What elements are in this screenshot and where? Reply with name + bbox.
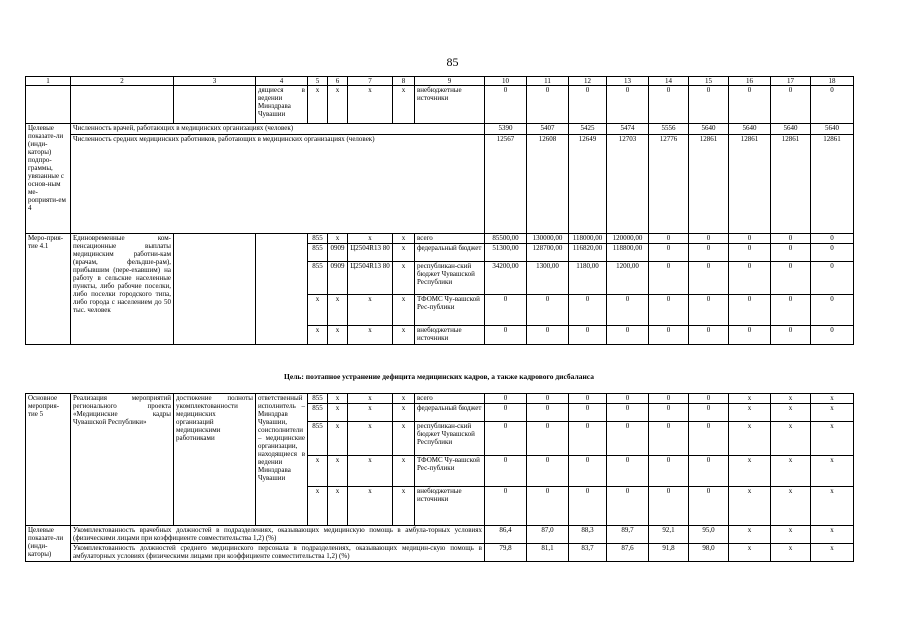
table-cell: 1300,00 bbox=[527, 262, 569, 295]
table-cell: 5407 bbox=[527, 124, 569, 135]
table-cell: 0 bbox=[607, 394, 649, 404]
table-cell: 0 bbox=[771, 262, 811, 295]
table-cell: 0 bbox=[569, 422, 607, 456]
table-cell: х bbox=[308, 456, 328, 487]
table-cell: х bbox=[393, 234, 415, 244]
table-cell: х bbox=[348, 487, 393, 526]
table-cell: х bbox=[348, 234, 393, 244]
table-cell: 0 bbox=[569, 456, 607, 487]
table-cell: 0 bbox=[607, 487, 649, 526]
table-cell: х bbox=[811, 487, 854, 526]
table-cell: 0 bbox=[771, 326, 811, 345]
table-cell: х bbox=[393, 456, 415, 487]
page-number: 85 bbox=[446, 55, 459, 69]
table-cell: х bbox=[393, 394, 415, 404]
table-cell: 116820,00 bbox=[569, 244, 607, 262]
table-cell: 0 bbox=[689, 456, 729, 487]
table-cell: 95,0 bbox=[689, 526, 729, 544]
indicator-text: Численность врачей, работающих в медицинских организациях (человек) bbox=[71, 124, 485, 135]
table-cell: 0 bbox=[485, 326, 527, 345]
table-cell: 0 bbox=[689, 295, 729, 326]
table-cell: х bbox=[328, 234, 348, 244]
indicator-row bbox=[26, 544, 854, 562]
responsible-executor: ответственный исполнитель – Минздрав Чувашии, соисполнители – медицинские организации, находящиеся в ведении Минздрава Чувашии bbox=[256, 394, 308, 526]
table-cell: ТФОМС Чу-вашской Рес-публики bbox=[415, 295, 485, 326]
table-cell: х bbox=[393, 422, 415, 456]
table-cell: всего bbox=[415, 234, 485, 244]
table-cell: 1180,00 bbox=[569, 262, 607, 295]
table-cell: 12608 bbox=[527, 135, 569, 234]
table-cell: 86,4 bbox=[485, 526, 527, 544]
table-cell: 855 bbox=[308, 244, 328, 262]
table-cell: 0 bbox=[569, 487, 607, 526]
table-cell: х bbox=[328, 456, 348, 487]
table-cell: х bbox=[771, 526, 811, 544]
column-number: 2 bbox=[71, 77, 174, 86]
table-row bbox=[26, 86, 854, 124]
table-cell: 34200,00 bbox=[485, 262, 527, 295]
table-cell: х bbox=[348, 404, 393, 422]
table-cell: республикан-ский бюджет Чувашской Республики bbox=[415, 422, 485, 456]
table-cell: х bbox=[729, 487, 771, 526]
table-cell: 0 bbox=[729, 295, 771, 326]
table-cell: 0 bbox=[689, 394, 729, 404]
table-cell: х bbox=[328, 422, 348, 456]
table-cell: 92,1 bbox=[649, 526, 689, 544]
budget-table-part2 bbox=[25, 393, 854, 562]
header-row bbox=[26, 77, 854, 86]
table-cell: 0 bbox=[527, 86, 569, 124]
table-cell bbox=[174, 86, 256, 124]
table-cell bbox=[256, 234, 308, 345]
goal-heading: Цель: поэтапное устранение дефицита медицинских кадров, а также кадрового дисбаланса bbox=[284, 372, 594, 381]
table-cell: х bbox=[729, 544, 771, 562]
table-cell: 87,6 bbox=[607, 544, 649, 562]
table-cell: 5425 bbox=[569, 124, 607, 135]
table-cell: х bbox=[308, 326, 328, 345]
table-cell: 0 bbox=[485, 86, 527, 124]
table-cell: внебюджетные источники bbox=[415, 86, 485, 124]
table-cell: 0 bbox=[729, 262, 771, 295]
indicator-label: Целевые показате-ли (инди-каторы) подпро-граммы, увязанные с основ-ным ме-роприяти-ем 4 bbox=[26, 124, 71, 234]
table-cell: 0 bbox=[569, 86, 607, 124]
column-number: 17 bbox=[771, 77, 811, 86]
table-cell: 0 bbox=[729, 234, 771, 244]
column-number: 7 bbox=[348, 77, 393, 86]
table-cell: 0 bbox=[689, 487, 729, 526]
table-cell: 51300,00 bbox=[485, 244, 527, 262]
table-cell: 0 bbox=[811, 326, 854, 345]
table-cell: внебюджетные источники bbox=[415, 326, 485, 345]
table-cell: х bbox=[328, 326, 348, 345]
indicator-label: Целевые показате-ли (инди-каторы) bbox=[26, 526, 71, 562]
table-cell: х bbox=[308, 487, 328, 526]
table-cell: 0 bbox=[689, 234, 729, 244]
table-cell: 89,7 bbox=[607, 526, 649, 544]
table-cell: 0 bbox=[689, 86, 729, 124]
indicator-text: Укомплектованность врачебных должностей в подразделениях, оказывающих медицинскую помощь в амбула-торных условиях (физическими лицами при коэффициенте совместительства 1,2) (%) bbox=[71, 526, 485, 544]
table-cell: 79,8 bbox=[485, 544, 527, 562]
table-cell: 0 bbox=[689, 262, 729, 295]
column-number: 10 bbox=[485, 77, 527, 86]
table-cell: х bbox=[393, 262, 415, 295]
column-number: 9 bbox=[415, 77, 485, 86]
column-number: 14 bbox=[649, 77, 689, 86]
table-cell: х bbox=[771, 422, 811, 456]
table-cell: х bbox=[348, 86, 393, 124]
table-cell: х bbox=[393, 487, 415, 526]
table-cell: 12861 bbox=[689, 135, 729, 234]
measure-label: Меро-прия-тие 4.1 bbox=[26, 234, 71, 345]
table-cell: х bbox=[771, 487, 811, 526]
table-cell: х bbox=[348, 456, 393, 487]
table-cell: республикан-ский бюджет Чувашской Республики bbox=[415, 262, 485, 295]
table-cell: 0 bbox=[689, 326, 729, 345]
table-cell: х bbox=[348, 295, 393, 326]
table-cell: федеральный бюджет bbox=[415, 244, 485, 262]
table-cell: 0 bbox=[689, 244, 729, 262]
table-cell: х bbox=[328, 394, 348, 404]
table-cell: 81,1 bbox=[527, 544, 569, 562]
table-cell: 5640 bbox=[689, 124, 729, 135]
column-number: 11 bbox=[527, 77, 569, 86]
table-cell: 0 bbox=[811, 295, 854, 326]
table-cell: х bbox=[393, 326, 415, 345]
expected-result: достижение полноты укомплектованности медицинских организаций медицинскими работниками bbox=[174, 394, 256, 526]
table-cell: 12649 bbox=[569, 135, 607, 234]
table-cell: х bbox=[328, 487, 348, 526]
table-cell: х bbox=[729, 404, 771, 422]
table-cell: 0 bbox=[527, 487, 569, 526]
table-cell: 0 bbox=[649, 404, 689, 422]
table-cell: х bbox=[729, 526, 771, 544]
table-cell: 0 bbox=[811, 244, 854, 262]
table-cell: х bbox=[811, 422, 854, 456]
column-number: 5 bbox=[308, 77, 328, 86]
table-cell: 855 bbox=[308, 262, 328, 295]
table-cell: х bbox=[771, 456, 811, 487]
table-cell: 83,7 bbox=[569, 544, 607, 562]
table-cell: 0 bbox=[811, 234, 854, 244]
table-cell: х bbox=[328, 86, 348, 124]
table-cell: ТФОМС Чу-вашской Рес-публики bbox=[415, 456, 485, 487]
table-cell: 0 bbox=[649, 487, 689, 526]
table-cell: х bbox=[393, 295, 415, 326]
table-cell: 0 bbox=[569, 404, 607, 422]
table-cell: 0 bbox=[771, 86, 811, 124]
table-cell: 12861 bbox=[729, 135, 771, 234]
column-number: 6 bbox=[328, 77, 348, 86]
table-cell: 0 bbox=[771, 295, 811, 326]
table-cell: х bbox=[729, 456, 771, 487]
column-number: 18 bbox=[811, 77, 854, 86]
table-cell: х bbox=[729, 422, 771, 456]
table-cell: х bbox=[393, 244, 415, 262]
column-number: 8 bbox=[393, 77, 415, 86]
table-cell: 0 bbox=[649, 86, 689, 124]
column-number: 3 bbox=[174, 77, 256, 86]
table-cell: 0 bbox=[607, 295, 649, 326]
table-cell: х bbox=[811, 526, 854, 544]
table-cell: х bbox=[811, 404, 854, 422]
table-cell: 0 bbox=[485, 487, 527, 526]
table-cell: х bbox=[811, 544, 854, 562]
table-cell: Ц2504R13 80 bbox=[348, 262, 393, 295]
table-cell: х bbox=[348, 326, 393, 345]
table-cell: 0 bbox=[527, 422, 569, 456]
table-cell: 0 bbox=[485, 295, 527, 326]
table-cell: 0 bbox=[607, 422, 649, 456]
table-cell: 87,0 bbox=[527, 526, 569, 544]
table-cell: 85500,00 bbox=[485, 234, 527, 244]
table-cell: 12776 bbox=[649, 135, 689, 234]
table-cell: 5640 bbox=[771, 124, 811, 135]
table-cell: 118800,00 bbox=[607, 244, 649, 262]
table-cell: 0 bbox=[649, 456, 689, 487]
table-cell: 0 bbox=[485, 404, 527, 422]
table-cell: х bbox=[328, 404, 348, 422]
table-cell: 5474 bbox=[607, 124, 649, 135]
table-cell: 98,0 bbox=[689, 544, 729, 562]
table-cell bbox=[71, 86, 174, 124]
table-cell: 0 bbox=[485, 456, 527, 487]
table-cell: дящиеся в ведении Минздрава Чувашии bbox=[256, 86, 308, 124]
table-cell: х bbox=[308, 295, 328, 326]
table-cell: 0 bbox=[607, 404, 649, 422]
table-cell: 0 bbox=[649, 234, 689, 244]
column-number: 12 bbox=[569, 77, 607, 86]
table-cell: 0 bbox=[649, 244, 689, 262]
indicator-text: Численность средних медицинских работников, работающих в медицинских организациях (человек) bbox=[71, 135, 485, 234]
table-cell: 128700,00 bbox=[527, 244, 569, 262]
table-cell: 88,3 bbox=[569, 526, 607, 544]
table-cell: 0 bbox=[527, 326, 569, 345]
table-cell: 1200,00 bbox=[607, 262, 649, 295]
table-cell: 0 bbox=[569, 326, 607, 345]
table-cell: 855 bbox=[308, 404, 328, 422]
table-cell: 0 bbox=[771, 244, 811, 262]
table-cell: х bbox=[348, 422, 393, 456]
table-cell: внебюджетные источники bbox=[415, 487, 485, 526]
table-cell: 12567 bbox=[485, 135, 527, 234]
table-cell: 120000,00 bbox=[607, 234, 649, 244]
table-cell: 0 bbox=[569, 295, 607, 326]
table-cell: 12861 bbox=[771, 135, 811, 234]
table-cell: 0 bbox=[689, 422, 729, 456]
table-cell: всего bbox=[415, 394, 485, 404]
table-cell: 855 bbox=[308, 234, 328, 244]
table-cell: 0 bbox=[485, 422, 527, 456]
table-cell: 0 bbox=[689, 404, 729, 422]
column-number: 15 bbox=[689, 77, 729, 86]
table-cell bbox=[174, 234, 256, 345]
indicator-text: Укомплектованность должностей среднего медицинского персонала в подразделениях, оказывающих медицин-скую помощь в амбулаторных условиях (физическими лицами при коэффициенте совместительства 1,2) (%) bbox=[71, 544, 485, 562]
table-cell bbox=[26, 86, 71, 124]
indicator-row bbox=[26, 124, 854, 135]
table-cell: 0 bbox=[527, 295, 569, 326]
table-cell: х bbox=[811, 394, 854, 404]
table-cell: 0 bbox=[729, 326, 771, 345]
table-cell: 91,8 bbox=[649, 544, 689, 562]
indicator-row bbox=[26, 135, 854, 234]
table-cell: 130000,00 bbox=[527, 234, 569, 244]
table-cell: х bbox=[393, 404, 415, 422]
table-cell: 118000,00 bbox=[569, 234, 607, 244]
table-cell: 0 bbox=[485, 394, 527, 404]
table-cell: 0 bbox=[649, 326, 689, 345]
table-cell: 0 bbox=[811, 262, 854, 295]
table-cell: 0 bbox=[649, 295, 689, 326]
table-cell: 0 bbox=[527, 394, 569, 404]
table-cell: Ц2504R13 80 bbox=[348, 244, 393, 262]
table-cell: 0 bbox=[649, 394, 689, 404]
project-description: Реализация мероприятий регионального проекта «Медицинские кадры Чувашской Республики» bbox=[71, 394, 174, 526]
table-cell: х bbox=[393, 86, 415, 124]
table-cell: 0 bbox=[607, 86, 649, 124]
table-cell: 855 bbox=[308, 394, 328, 404]
column-number: 1 bbox=[26, 77, 71, 86]
table-cell: 0909 bbox=[328, 262, 348, 295]
table-cell: 0 bbox=[607, 456, 649, 487]
table-cell: х bbox=[771, 404, 811, 422]
table-cell: 0 bbox=[649, 422, 689, 456]
column-number: 16 bbox=[729, 77, 771, 86]
table-cell: 5390 bbox=[485, 124, 527, 135]
table-cell: 12861 bbox=[811, 135, 854, 234]
table-cell: 0 bbox=[811, 86, 854, 124]
table-cell: х bbox=[811, 456, 854, 487]
table-cell: х bbox=[729, 394, 771, 404]
column-number: 4 bbox=[256, 77, 308, 86]
table-cell: 0 bbox=[607, 326, 649, 345]
table-cell: 0 bbox=[649, 262, 689, 295]
measure-description: Единовременные ком-пенсационные выплаты медицинским работни-кам (врачам, фельдше-рам), прибывшим (пере-ехавшим) на работу в сельские населенные пункты, либо рабочие поселки, либо поселки городского типа, либо города с населением до 50 тыс. человек bbox=[71, 234, 174, 345]
measure-label: Основное мероприя-тие 5 bbox=[26, 394, 71, 526]
table-cell: федеральный бюджет bbox=[415, 404, 485, 422]
table-cell: 0 bbox=[771, 234, 811, 244]
table-cell: 5640 bbox=[811, 124, 854, 135]
measure-row bbox=[26, 234, 854, 244]
table-cell: х bbox=[771, 544, 811, 562]
table-cell: х bbox=[328, 295, 348, 326]
table-cell: 0 bbox=[569, 394, 607, 404]
table-cell: 0 bbox=[729, 244, 771, 262]
table-cell: 5640 bbox=[729, 124, 771, 135]
budget-table-part1 bbox=[25, 76, 854, 345]
column-number: 13 bbox=[607, 77, 649, 86]
table-cell: 0909 bbox=[328, 244, 348, 262]
indicator-row bbox=[26, 526, 854, 544]
table-cell: х bbox=[771, 394, 811, 404]
table-cell: 855 bbox=[308, 422, 328, 456]
table-cell: х bbox=[308, 86, 328, 124]
table-cell: 12703 bbox=[607, 135, 649, 234]
table-cell: 0 bbox=[527, 404, 569, 422]
measure-row bbox=[26, 394, 854, 404]
table-cell: 5556 bbox=[649, 124, 689, 135]
table-cell: 0 bbox=[527, 456, 569, 487]
table-cell: х bbox=[348, 394, 393, 404]
table-cell: 0 bbox=[729, 86, 771, 124]
